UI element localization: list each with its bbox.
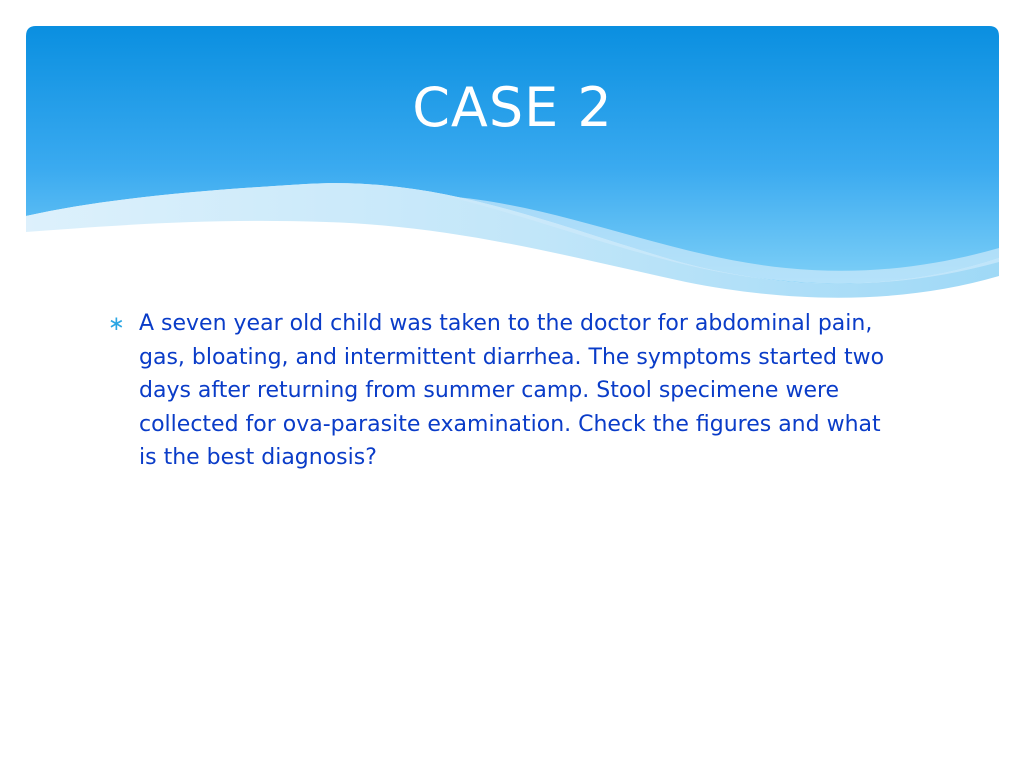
slide-title: CASE 2 [412,76,613,139]
bullet-text: A seven year old child was taken to the doctor for abdominal pain, gas, bloating, and intermittent diarrhea. The symptoms started two days after returning from summer camp. Stool specimene were collected for ova-parasite examination. Check the figures and what is the best diagnosis? [139,311,885,470]
asterisk-bullet-icon: ∗ [108,311,125,335]
list-item [104,307,904,475]
bullet-list [104,307,904,475]
